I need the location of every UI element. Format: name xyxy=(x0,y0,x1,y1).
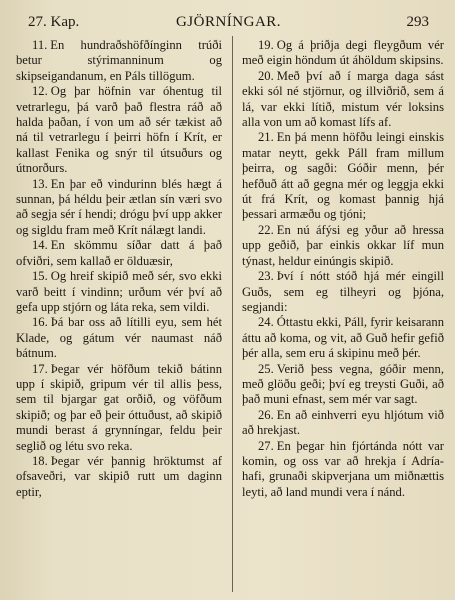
verse-text: En að einhverri eyu hljótum við að hrekjast. xyxy=(242,407,444,438)
verse-number: 15. xyxy=(32,269,48,284)
verse-text: Verið þess vegna, góðir menn, með glöðu geði; því eg treysti Guði, að það muni efnast, sem mér var sagt. xyxy=(242,361,444,407)
verse xyxy=(16,454,222,500)
page-number: 293 xyxy=(406,14,429,30)
verse-number: 22. xyxy=(258,222,274,237)
left-column xyxy=(16,38,222,500)
verse xyxy=(242,362,444,408)
verse-number: 18. xyxy=(32,453,48,468)
verse-number: 16. xyxy=(32,315,48,330)
verse xyxy=(16,269,222,315)
verse-text: Því í nótt stóð hjá mér eingill Guðs, sem eg tilheyri og þjóna, segjandi: xyxy=(242,269,444,314)
verse-text: En nú áfýsi eg yður að hressa upp geðið, þar einkis okkar líf mun týnast, heldur einúngis skipið. xyxy=(242,222,444,268)
verse-number: 26. xyxy=(258,407,274,422)
verse-number: 11. xyxy=(32,38,48,52)
verse-number: 19. xyxy=(258,38,274,52)
verse-number: 20. xyxy=(258,68,274,83)
verse-number: 21. xyxy=(258,130,274,145)
running-header xyxy=(20,10,437,32)
verse-text: En þar eð vindurinn blés hægt á sunnan, þá héldu þeir ætlan sín væri svo að segja sér í hendi; drógu því upp akker og sigldu fram með Krít nálægt landi. xyxy=(16,176,222,237)
verse-number: 17. xyxy=(32,361,48,376)
verse-text: En hundraðshöfðínginn trúði betur stýrimanninum og skipseigandanum, en Páls tillögum. xyxy=(16,38,222,83)
verse xyxy=(16,362,222,454)
verse xyxy=(242,130,444,222)
verse xyxy=(242,408,444,439)
verse-number: 12. xyxy=(32,84,48,99)
verse-number: 25. xyxy=(258,361,274,376)
right-column xyxy=(242,38,444,500)
verse xyxy=(16,315,222,361)
verse-text: Óttastu ekki, Páll, fyrir keisarann áttu að koma, og vit, að Guð hefir gefið þér alla, sem eru á skipinu með þér. xyxy=(242,315,444,361)
verse-text: Þá bar oss að lítilli eyu, sem hét Klade, og gátum vér naumast náð bátnum. xyxy=(16,315,222,361)
verse-number: 27. xyxy=(258,438,274,453)
verse-number: 13. xyxy=(32,176,48,191)
verse-number: 14. xyxy=(32,238,48,253)
verse xyxy=(16,84,222,176)
chapter-label: 27. Kap. xyxy=(28,14,80,30)
verse-number: 24. xyxy=(258,315,274,330)
column-divider xyxy=(232,36,233,592)
verse-text: Og á þriðja degi fleygðum vér með eigin höndum út áhöldum skipsins. xyxy=(242,38,444,68)
verse-text: Og þar höfnin var óhentug til vetrarlegu, þá varð það flestra ráð að halda þaðan, í von um að sér tækist að ná til vetrarlegu í þeirri höfn í Krít, er kallast Fenika og snýr til útsuðurs og útnorðurs. xyxy=(16,84,222,176)
verse xyxy=(16,238,222,269)
verse-text: En þá menn höfðu leingi einskis matar neytt, gekk Páll fram millum þeirra, og sagði: Góðir menn, þér hefðuð átt að gegna mér og leggja ekki út frá Krít, og komast þannig hjá þessari armæðu og tjóni; xyxy=(242,130,444,222)
verse xyxy=(242,315,444,361)
book-title: GJÖRNÍNGAR. xyxy=(175,14,282,30)
verse xyxy=(16,177,222,239)
verse xyxy=(242,38,444,69)
verse xyxy=(242,69,444,131)
verse-text: Með því að í marga daga sást ekki sól né stjörnur, og illviðrið, sem á lá, var ekki lítið, mistum vér loksins alla von um að komast lífs af. xyxy=(242,68,444,130)
verse-text: En þegar hin fjórtánda nótt var komin, og oss var að hrekja í Adría-hafi, grunaði skipverjana um miðnættis leyti, að land mundi vera í nánd. xyxy=(242,438,444,499)
verse xyxy=(242,223,444,269)
verse xyxy=(242,269,444,315)
verse-number: 23. xyxy=(258,269,274,284)
verse-text: En skömmu síðar datt á það ofviðri, sem kallað er ölduæsir, xyxy=(16,238,222,268)
verse-text: Þegar vér þannig hröktumst af ofsaveðri, var skipið rutt um daginn eptir, xyxy=(16,453,222,499)
verse-text: Og hreif skipið með sér, svo ekki varð beitt í vindinn; urðum vér því að gefa upp stjórn og láta reka, sem vildi. xyxy=(16,269,222,314)
verse xyxy=(16,38,222,84)
verse-text: Þegar vér höfðum tekið bátinn upp í skipið, gripum vér til allis þess, sem til bjargar gat orðið, og vöfðum skipið; og þar eð þeir óttuðust, að skipið mundi berast á grynníngar, feldu þeir seglið og létu svo reka. xyxy=(16,361,222,453)
verse xyxy=(242,439,444,501)
